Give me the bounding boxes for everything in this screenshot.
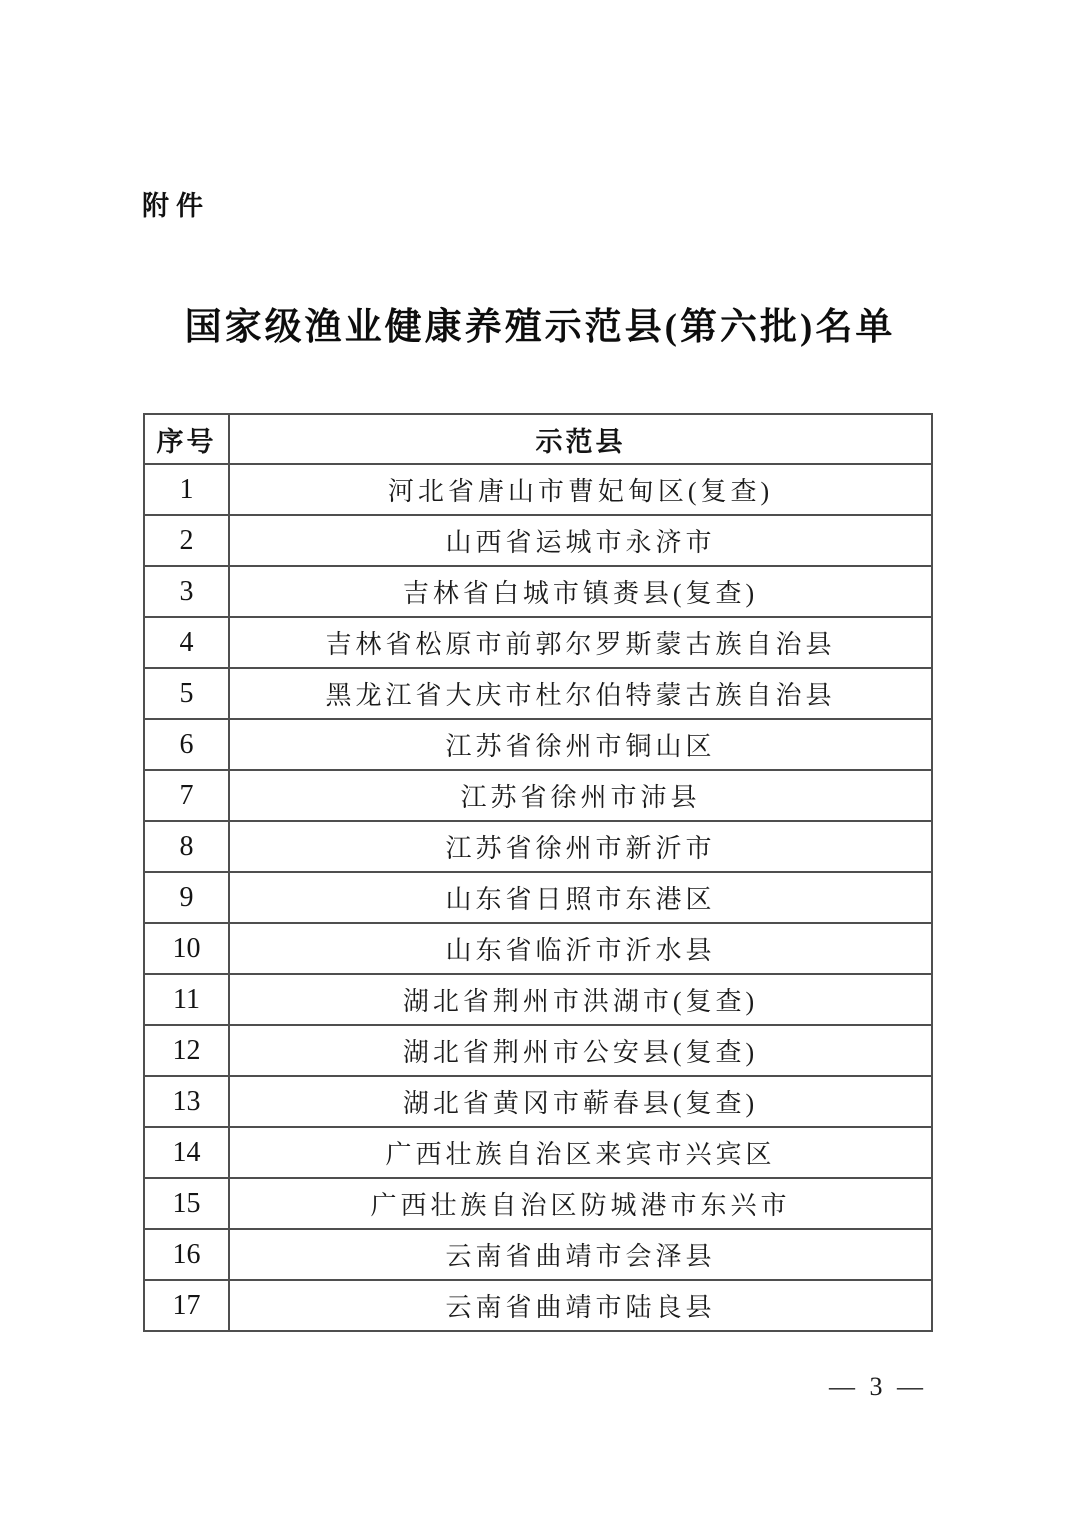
row-county: 云南省曲靖市陆良县 — [229, 1280, 932, 1331]
row-number: 13 — [144, 1076, 229, 1127]
table-row — [144, 515, 932, 566]
table-row — [144, 923, 932, 974]
table-row — [144, 1127, 932, 1178]
row-county: 河北省唐山市曹妃甸区(复查) — [229, 464, 932, 515]
row-county: 湖北省荆州市公安县(复查) — [229, 1025, 932, 1076]
row-number: 14 — [144, 1127, 229, 1178]
row-county: 云南省曲靖市会泽县 — [229, 1229, 932, 1280]
row-number: 4 — [144, 617, 229, 668]
row-number: 11 — [144, 974, 229, 1025]
row-county: 山东省临沂市沂水县 — [229, 923, 932, 974]
row-number: 16 — [144, 1229, 229, 1280]
table-row — [144, 821, 932, 872]
row-number: 17 — [144, 1280, 229, 1331]
row-county: 江苏省徐州市铜山区 — [229, 719, 932, 770]
row-number: 7 — [144, 770, 229, 821]
row-county: 山东省日照市东港区 — [229, 872, 932, 923]
table-row — [144, 1025, 932, 1076]
row-number: 15 — [144, 1178, 229, 1229]
table-row — [144, 617, 932, 668]
row-number: 3 — [144, 566, 229, 617]
table-row — [144, 872, 932, 923]
table-row — [144, 974, 932, 1025]
row-number: 5 — [144, 668, 229, 719]
table-row — [144, 566, 932, 617]
table-body — [144, 464, 932, 1331]
row-number: 1 — [144, 464, 229, 515]
row-number: 9 — [144, 872, 229, 923]
county-table — [143, 413, 933, 1332]
table-header-row — [144, 414, 932, 464]
row-county: 湖北省黄冈市蕲春县(复查) — [229, 1076, 932, 1127]
row-county: 湖北省荆州市洪湖市(复查) — [229, 974, 932, 1025]
row-county: 黑龙江省大庆市杜尔伯特蒙古族自治县 — [229, 668, 932, 719]
row-number: 2 — [144, 515, 229, 566]
table-row — [144, 770, 932, 821]
row-number: 12 — [144, 1025, 229, 1076]
table-header — [144, 414, 932, 464]
row-county: 广西壮族自治区防城港市东兴市 — [229, 1178, 932, 1229]
row-county: 江苏省徐州市沛县 — [229, 770, 932, 821]
header-demonstration-county: 示范县 — [229, 414, 932, 464]
table-row — [144, 464, 932, 515]
row-county: 吉林省松原市前郭尔罗斯蒙古族自治县 — [229, 617, 932, 668]
attachment-label: 附件 — [142, 191, 210, 221]
row-number: 8 — [144, 821, 229, 872]
row-county: 山西省运城市永济市 — [229, 515, 932, 566]
row-county: 吉林省白城市镇赉县(复查) — [229, 566, 932, 617]
table-row — [144, 1076, 932, 1127]
header-serial-number: 序号 — [144, 414, 229, 464]
table-row — [144, 1280, 932, 1331]
row-county: 江苏省徐州市新沂市 — [229, 821, 932, 872]
row-number: 10 — [144, 923, 229, 974]
page-title: 国家级渔业健康养殖示范县(第六批)名单 — [184, 307, 896, 348]
table-row — [144, 1229, 932, 1280]
page-number: — 3 — — [829, 1372, 927, 1401]
row-number: 6 — [144, 719, 229, 770]
table-row — [144, 719, 932, 770]
table-row — [144, 1178, 932, 1229]
row-county: 广西壮族自治区来宾市兴宾区 — [229, 1127, 932, 1178]
table-row — [144, 668, 932, 719]
